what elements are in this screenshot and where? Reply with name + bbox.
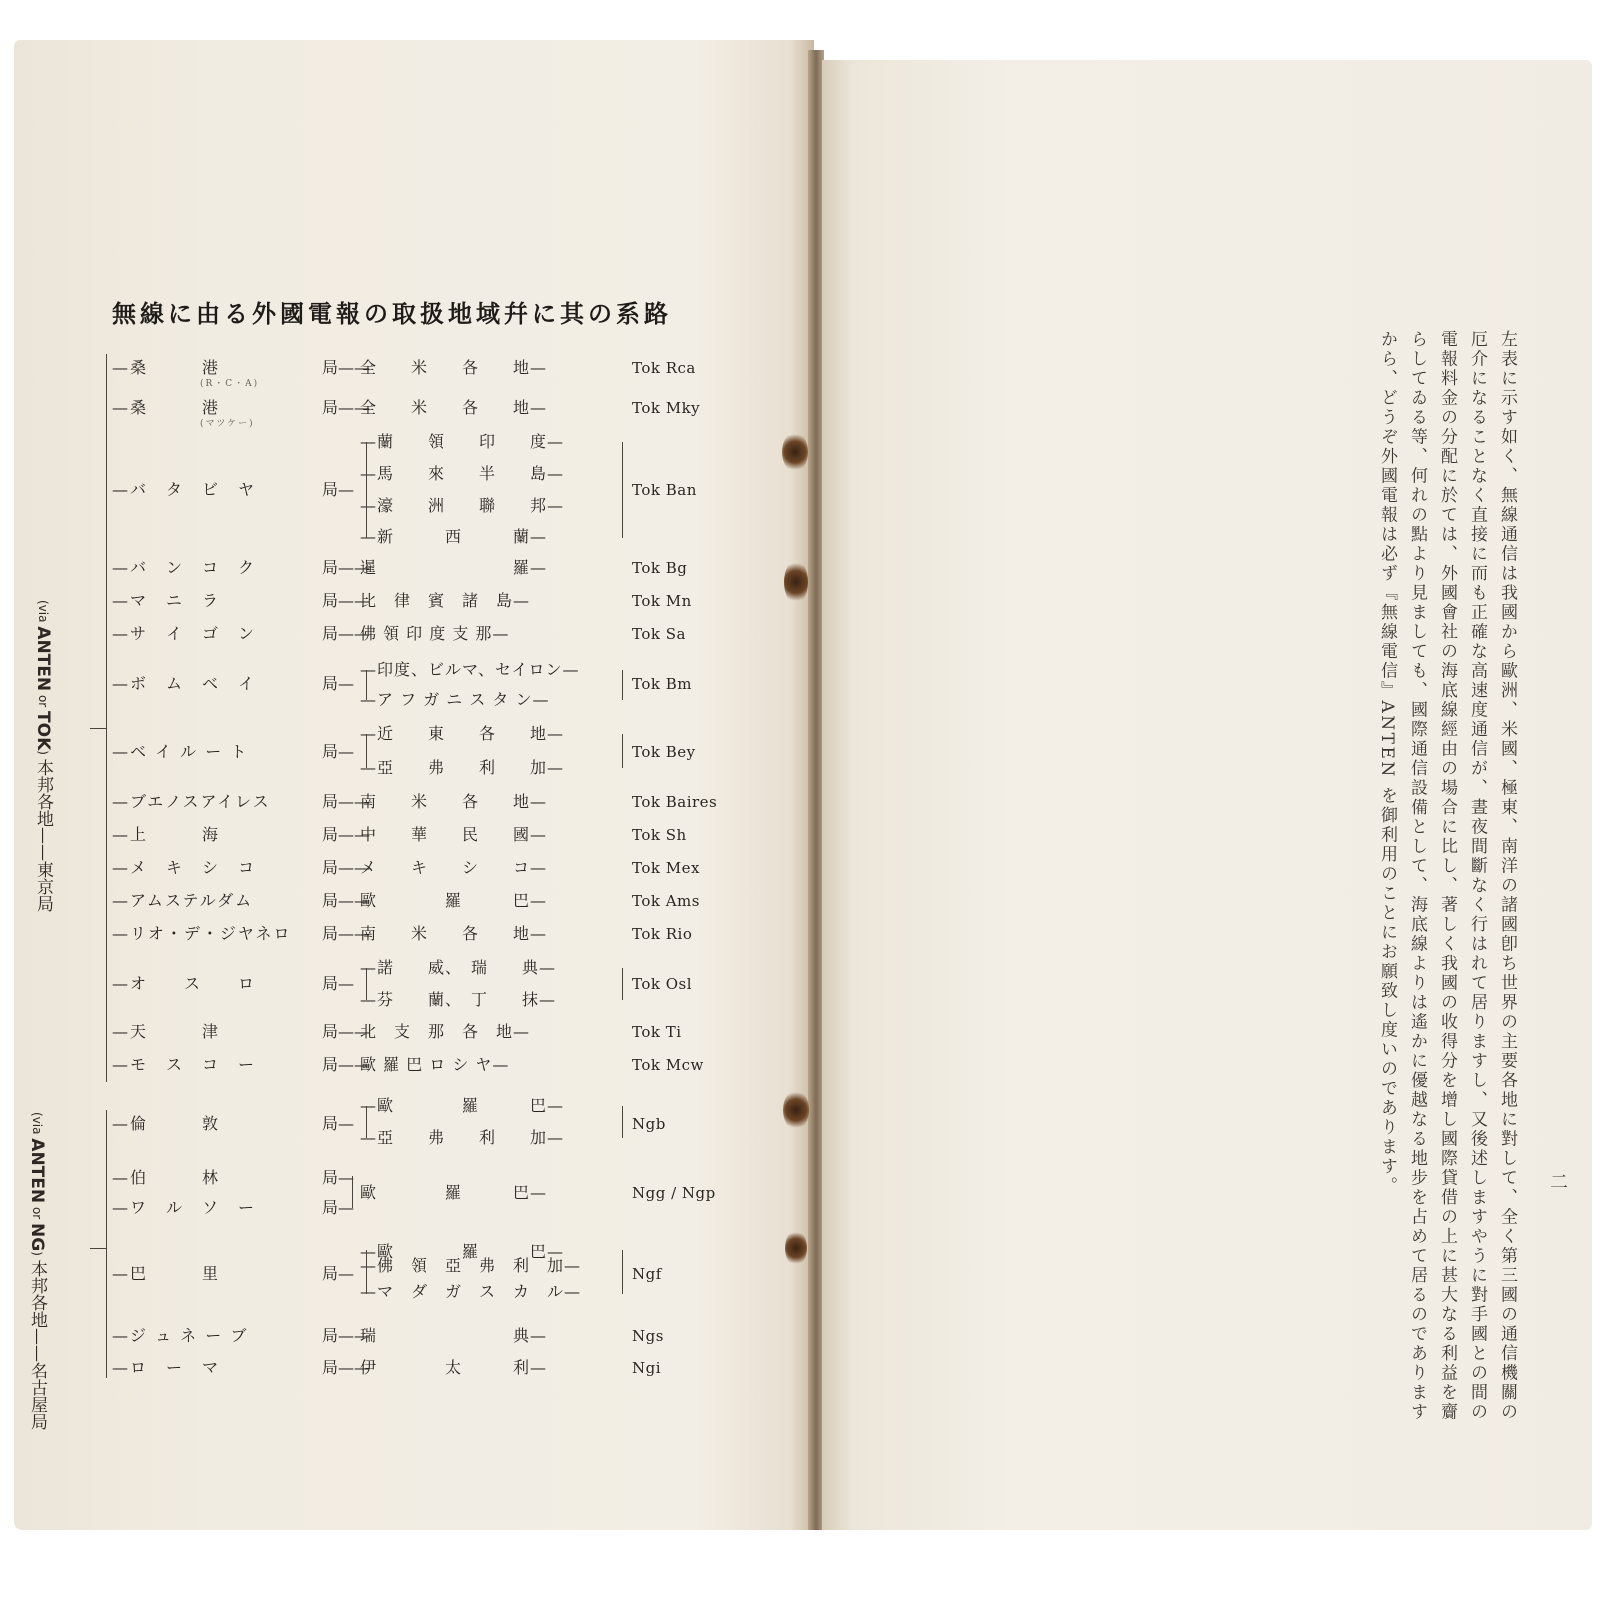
- group-label-nagoya-via: (via ANTEN or NG): [27, 1112, 47, 1256]
- bracket-line: [352, 1176, 353, 1208]
- tokyo-trunk-line: [106, 354, 107, 1082]
- page-title: 無線に由る外國電報の取扱地域幷に其の系路: [112, 300, 672, 328]
- group-label-tokyo-main: 本邦各地——東京局: [33, 758, 53, 912]
- stain-spot: [785, 1230, 807, 1266]
- page-number: 二: [1550, 1172, 1568, 1193]
- group-label-nagoya: [26, 1112, 48, 1430]
- bracket-line: [622, 734, 623, 768]
- route-sub-label: (R・C・A): [200, 379, 260, 389]
- group-label-tokyo: [32, 600, 54, 912]
- tokyo-connector: [90, 728, 106, 729]
- body-text: 左表に示す如く、無線通信は我國から歐洲、米國、極東、南洋の諸國卽ち世界の主要各地に對して、全く第三國の通信機關の厄介になることなく直接に而も正確な高速度通信が、晝夜間斷なく行はれて居りますし、又後述しますやうに對手國との間の電報料金の分配に於ては、外國會社の海底線經由の場合に比し、著しく我國の收得分を增し國際貸借の上に甚大なる利益を齎らしてゐる等、何れの點より見ましても、國際通信設備として、海底線よりは遙かに優越なる地步を占めて居るのでありますから、どうぞ外國電報は必ず『無線電信』ANTEN を御利用のことにお願致し度いのであります。: [1377, 330, 1517, 1422]
- bracket-line: [366, 1250, 367, 1294]
- stain-spot: [784, 560, 808, 604]
- route-sub-label: (マツケー): [200, 419, 255, 429]
- bracket-line: [366, 1106, 367, 1138]
- bracket-line: [622, 670, 623, 700]
- group-label-tokyo-via: (via ANTEN or TOK): [33, 600, 53, 755]
- bracket-line: [366, 734, 367, 768]
- bracket-line: [366, 968, 367, 1000]
- bracket-line: [622, 968, 623, 1000]
- nagoya-trunk-line: [106, 1110, 107, 1378]
- bracket-line: [366, 442, 367, 538]
- group-label-nagoya-main: 本邦各地——名古屋局: [27, 1259, 47, 1430]
- bracket-line: [622, 442, 623, 538]
- left-page: [14, 40, 814, 1530]
- nagoya-connector: [90, 1248, 106, 1249]
- stain-spot: [782, 432, 808, 472]
- bracket-line: [622, 1250, 623, 1294]
- bracket-line: [622, 1106, 623, 1138]
- bracket-line: [366, 670, 367, 700]
- stain-spot: [783, 1090, 809, 1130]
